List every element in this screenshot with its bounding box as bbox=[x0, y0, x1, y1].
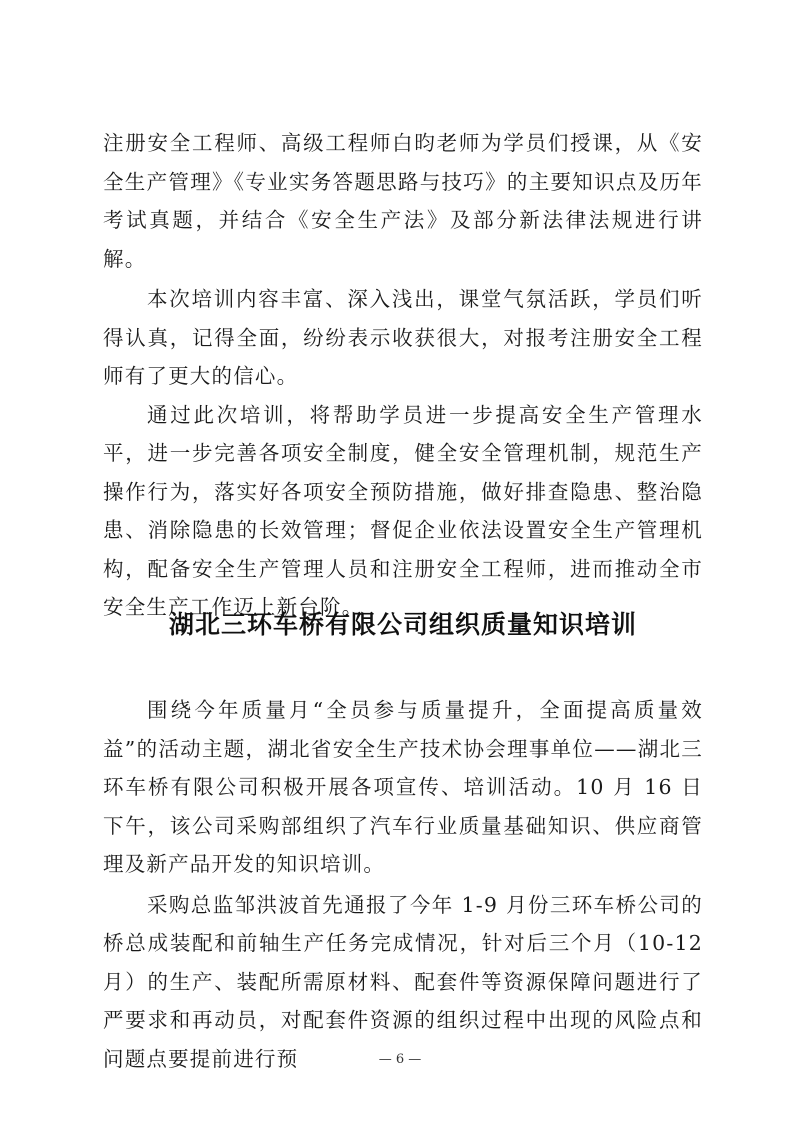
continued-article-body bbox=[103, 124, 703, 627]
paragraph-lecture-content: 注册安全工程师、高级工程师白昀老师为学员们授课，从《安全生产管理》《专业实务答题思路与技巧》的主要知识点及历年考试真题，并结合《安全生产法》及部分新法律法规进行讲解。 bbox=[103, 131, 703, 271]
paragraph-training-feedback: 本次培训内容丰富、深入浅出，课堂气氛活跃，学员们听得认真，记得全面，纷纷表示收获很大，对报考注册安全工程师有了更大的信心。 bbox=[103, 287, 703, 388]
paragraph-training-outcome: 通过此次培训，将帮助学员进一步提高安全生产管理水平，进一步完善各项安全制度，健全安全管理机制，规范生产操作行为，落实好各项安全预防措施，做好排查隐患、整治隐患、消除隐患的长效管理；督促企业依法设置安全生产管理机构，配备安全生产管理人员和注册安全工程师，进而推动全市安全生产工作迈上新台阶。 bbox=[103, 402, 703, 619]
article-title: 湖北三环车桥有限公司组织质量知识培训 bbox=[168, 610, 637, 639]
article-body bbox=[103, 691, 703, 1078]
page-number: — 6 — bbox=[378, 1052, 422, 1067]
paragraph-quality-month-intro: 围绕今年质量月“全员参与质量提升，全面提高质量效益”的活动主题，湖北省安全生产技术协会理事单位——湖北三环车桥有限公司积极开展各项宣传、培训活动。10 月 16 日下午，该公司采购部组织了汽车行业质量基础知识、供应商管理及新产品开发的知识培训。 bbox=[103, 698, 703, 876]
paragraph-procurement-report: 采购总监邹洪波首先通报了今年 1-9 月份三环车桥公司的桥总成装配和前轴生产任务完成情况，针对后三个月（10-12 月）的生产、装配所需原材料、配套件等资源保障问题进行了严要求和再动员，对配套件资源的组织过程中出现的风险点和问题点要提前进行预 bbox=[103, 892, 703, 1071]
